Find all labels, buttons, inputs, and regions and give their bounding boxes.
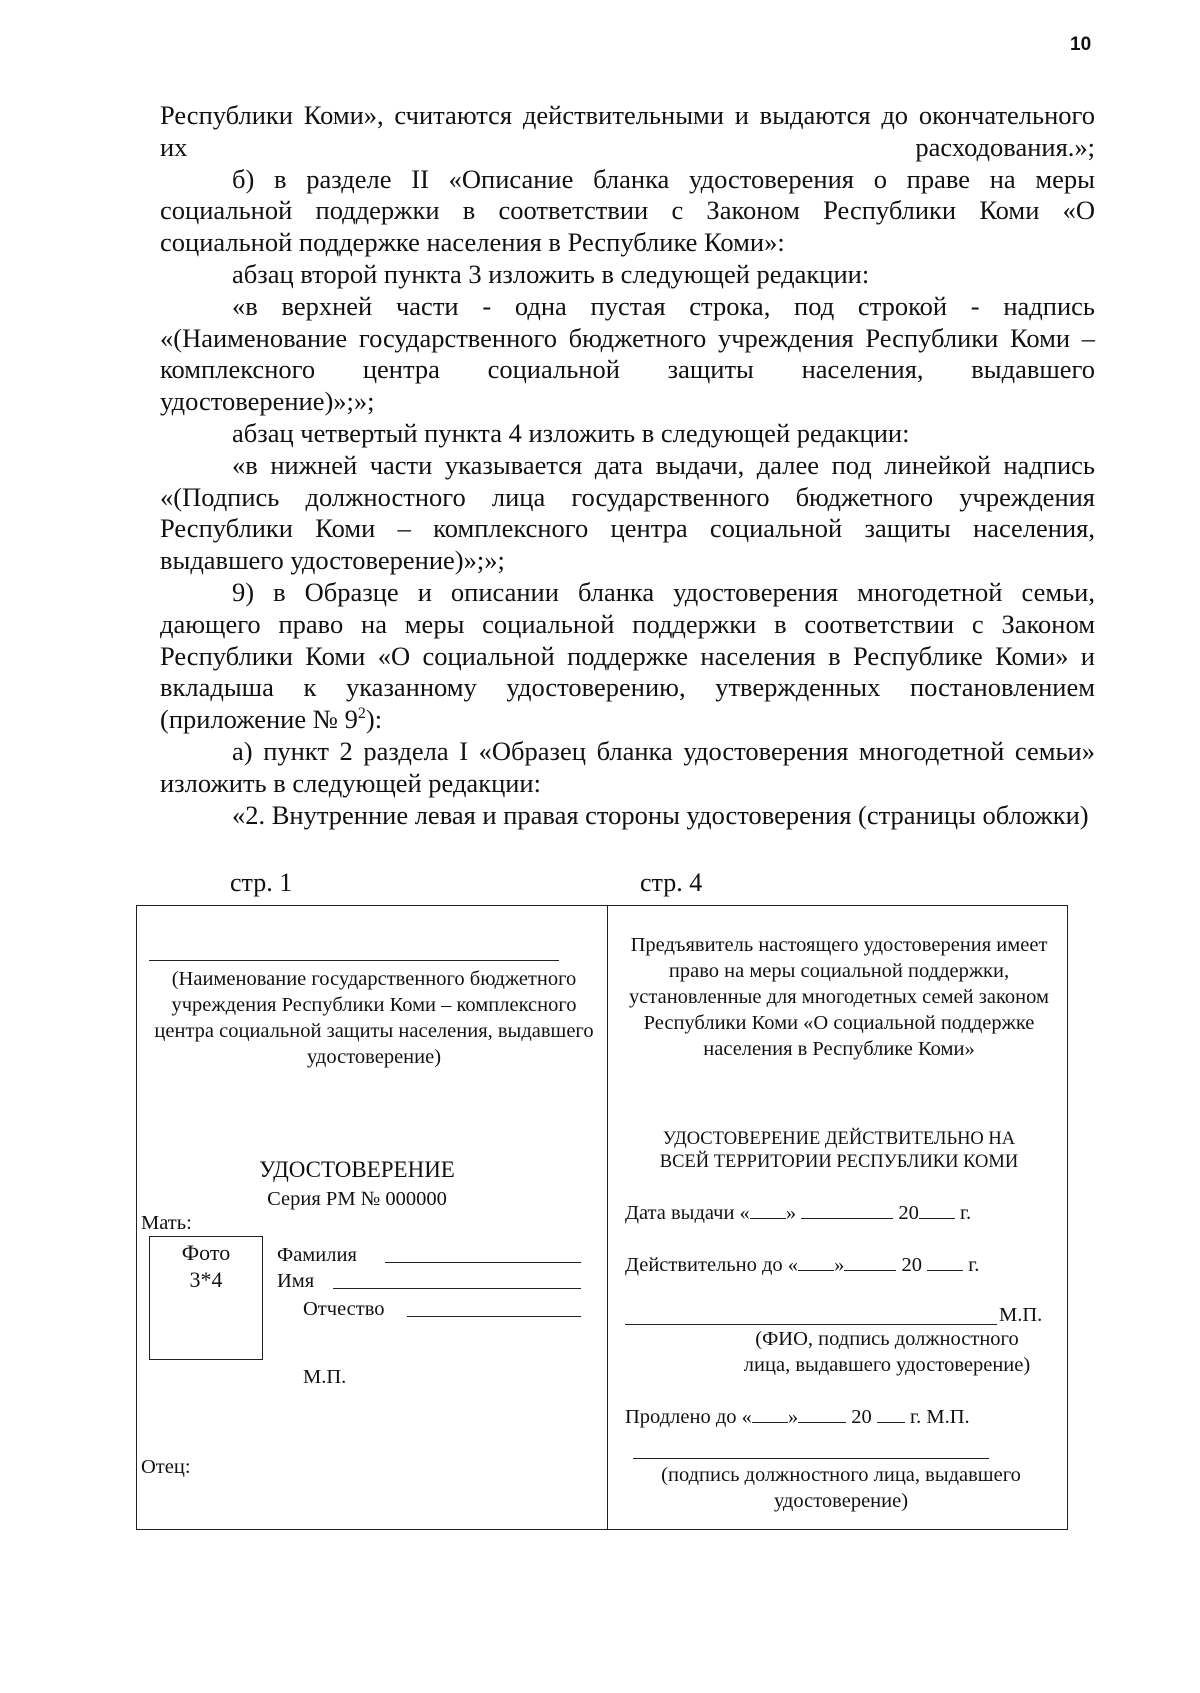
valid-until-row — [625, 1252, 979, 1278]
paragraph-9: «2. Внутренние левая и правая стороны удостоверения (страницы обложки) — [232, 799, 1089, 830]
valid-year-suffix: г. — [968, 1254, 980, 1276]
paragraph-6: «в нижней части указывается дата выдачи, далее под линейкой надпись «(Подпись должностного лица государственного бюджетного учреждения Республики Коми – комплексного центра социальной защиты населения, выдавшего удостоверение)»;»; — [160, 449, 1095, 576]
page-label-right: стр. 4 — [640, 868, 703, 897]
extended-year-prefix: 20 — [851, 1406, 872, 1428]
valid-year-blank — [927, 1252, 963, 1271]
validity-line-2: ВСЕЙ ТЕРРИТОРИИ РЕСПУБЛИКИ КОМИ — [659, 1152, 1019, 1172]
surname-line — [385, 1262, 581, 1263]
photo-size: 3*4 — [189, 1267, 223, 1292]
issue-day-blank — [750, 1200, 786, 1219]
valid-month-blank — [844, 1252, 896, 1271]
valid-year-prefix: 20 — [901, 1254, 922, 1276]
extended-day-blank — [752, 1404, 788, 1423]
extension-signature-line — [633, 1458, 989, 1459]
page-label-left: стр. 1 — [230, 868, 293, 897]
photo-box — [149, 1236, 263, 1360]
issue-year-suffix: г. — [959, 1202, 972, 1224]
official-signature-line — [625, 1324, 997, 1325]
photo-label: Фото — [181, 1240, 231, 1265]
issue-month-blank — [801, 1200, 893, 1219]
valid-day-blank — [798, 1252, 834, 1271]
certificate-title: УДОСТОВЕРЕНИЕ — [259, 1157, 455, 1182]
official-caption: (ФИО, подпись должностного лица, выдавшего удостоверение) — [743, 1328, 1031, 1376]
valid-until-label: Действительно до « — [625, 1254, 799, 1276]
left-stamp: М.П. — [303, 1366, 347, 1388]
paragraph-7-end: ): — [365, 704, 383, 735]
extended-quote-close: » — [787, 1406, 799, 1428]
signature-caption: (подпись должностного лица, выдавшего удостоверение) — [661, 1464, 1021, 1512]
institution-line — [149, 960, 559, 961]
extended-year-blank — [877, 1404, 905, 1423]
paragraph-4: «в верхней части - одна пустая строка, под строкой - надпись «(Наименование государственного бюджетного учреждения Республики Коми – комплексного центра социальной защиты населения, выдавшего удостоверение)»;»; — [160, 290, 1095, 417]
paragraph-7 — [160, 577, 1095, 736]
issue-year-prefix: 20 — [898, 1202, 919, 1224]
paragraph-2: б) в разделе II «Описание бланка удостоверения о праве на меры социальной поддержки в соответствии с Законом Республики Коми «О социальной поддержке населения в Республике Коми»: — [160, 163, 1095, 258]
issue-year-blank — [919, 1200, 955, 1219]
extended-suffix: г. М.П. — [910, 1406, 970, 1428]
issue-date-label: Дата выдачи « — [625, 1202, 750, 1224]
paragraph-7-text: 9) в Образце и описании бланка удостоверения многодетной семьи, дающего право на меры социальной поддержки в соответствии с Законом Республики Коми «О социальной поддержке населения в Республике Коми» и вкладыша к указанному удостоверению, утвержденных постановлением (приложение № 9 — [160, 576, 1095, 735]
extended-row — [625, 1404, 970, 1430]
paragraph-5: абзац четвертый пункта 4 изложить в следующей редакции: — [232, 417, 910, 448]
father-label: Отец: — [141, 1456, 191, 1478]
rights-text: Предъявитель настоящего удостоверения имеет право на меры социальной поддержки, установленные для многодетных семей законом Республики Коми «О социальной поддержке населения в Республике Коми» — [629, 934, 1049, 1060]
name-label: Имя — [277, 1270, 315, 1292]
patronymic-label: Отчество — [303, 1298, 385, 1320]
right-stamp: М.П. — [999, 1304, 1043, 1326]
extended-label: Продлено до « — [625, 1406, 752, 1428]
name-line — [333, 1288, 581, 1289]
paragraph-3: абзац второй пункта 3 изложить в следующей редакции: — [232, 258, 870, 289]
column-divider — [607, 906, 608, 1529]
paragraph-7-superscript: 2 — [357, 705, 366, 723]
certificate-form — [136, 905, 1068, 1530]
paragraph-1: Республики Коми», считаются действительными и выдаются до окончательного их расходования.»; — [160, 100, 1095, 162]
paragraph-8: а) пункт 2 раздела I «Образец бланка удостоверения многодетной семьи» изложить в следующей редакции: — [160, 735, 1095, 798]
document-body — [160, 100, 1095, 831]
issue-quote-close: » — [785, 1202, 797, 1224]
mother-label: Мать: — [141, 1212, 192, 1234]
patronymic-line — [407, 1316, 581, 1317]
extended-month-blank — [798, 1404, 846, 1423]
institution-caption: (Наименование государственного бюджетного учреждения Республики Коми – комплексного центра социальной защиты населения, выдавшего удостоверение) — [154, 968, 594, 1068]
validity-line-1: УДОСТОВЕРЕНИЕ ДЕЙСТВИТЕЛЬНО НА — [662, 1129, 1016, 1149]
issue-date-row — [625, 1200, 971, 1226]
surname-label: Фамилия — [277, 1244, 357, 1266]
certificate-series: Серия РМ № 000000 — [267, 1188, 447, 1210]
valid-quote-close: » — [834, 1254, 845, 1276]
page-number: 10 — [1070, 34, 1092, 55]
